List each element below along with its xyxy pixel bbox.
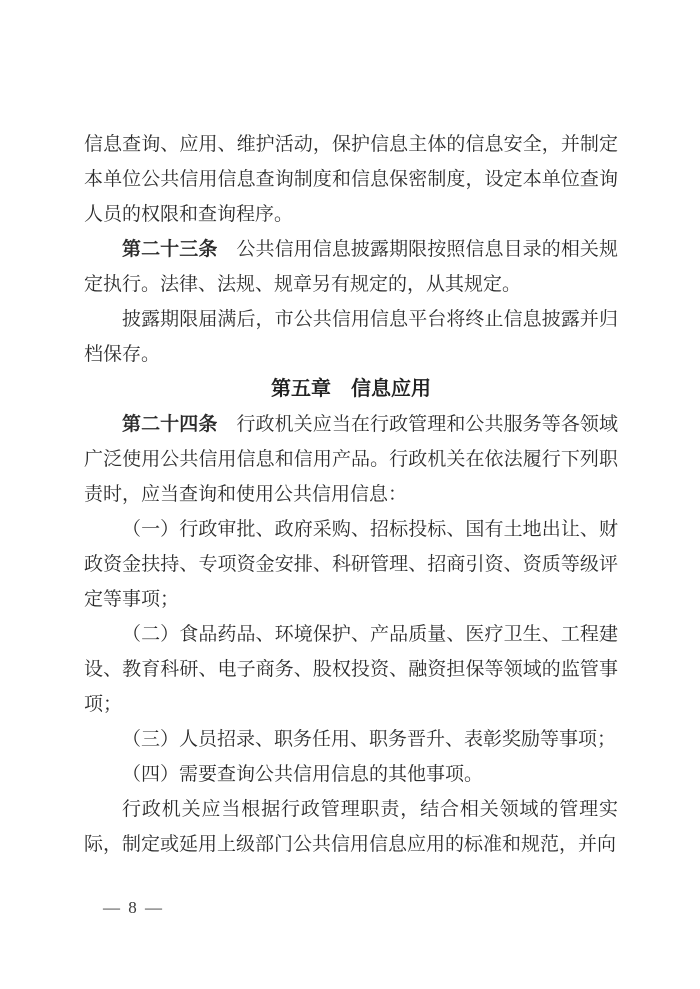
article-24-text: 行政机关应当在行政管理和公共服务等各领域广泛使用公共信用信息和信用产品。行政机关在依法履行下列职责时，应当查询和使用公共信用信息： bbox=[84, 414, 618, 505]
paragraph-continuation: 信息查询、应用、维护活动，保护信息主体的信息安全，并制定本单位公共信用信息查询制度和信息保密制度，设定本单位查询人员的权限和查询程序。 bbox=[84, 134, 618, 225]
list-item-1: （一）行政审批、政府采购、招标投标、国有土地出让、财政资金扶持、专项资金安排、科研管理、招商引资、资质等级评定等事项； bbox=[84, 519, 618, 610]
page-number: — 8 — bbox=[103, 898, 164, 917]
article-23-number: 第二十三条 bbox=[122, 239, 218, 260]
article-23-text: 公共信用信息披露期限按照信息目录的相关规定执行。法律、法规、规章另有规定的，从其规定。 bbox=[84, 239, 618, 295]
document-body bbox=[84, 127, 618, 862]
list-item-2: （二）食品药品、环境保护、产品质量、医疗卫生、工程建设、教育科研、电子商务、股权投资、融资担保等领域的监管事项； bbox=[84, 624, 618, 715]
chapter-5-heading: 第五章 信息应用 bbox=[271, 378, 431, 400]
article-23-paragraph bbox=[84, 232, 618, 302]
closing-paragraph: 行政机关应当根据行政管理职责，结合相关领域的管理实际，制定或延用上级部门公共信用信息应用的标准和规范，并向 bbox=[84, 799, 618, 855]
disclosure-expiry-paragraph: 披露期限届满后，市公共信用信息平台将终止信息披露并归档保存。 bbox=[84, 309, 618, 365]
article-24-paragraph bbox=[84, 407, 618, 512]
list-item-4: （四）需要查询公共信用信息的其他事项。 bbox=[122, 764, 484, 785]
list-item-3: （三）人员招录、职务任用、职务晋升、表彰奖励等事项； bbox=[122, 729, 617, 750]
article-24-number: 第二十四条 bbox=[122, 414, 218, 435]
